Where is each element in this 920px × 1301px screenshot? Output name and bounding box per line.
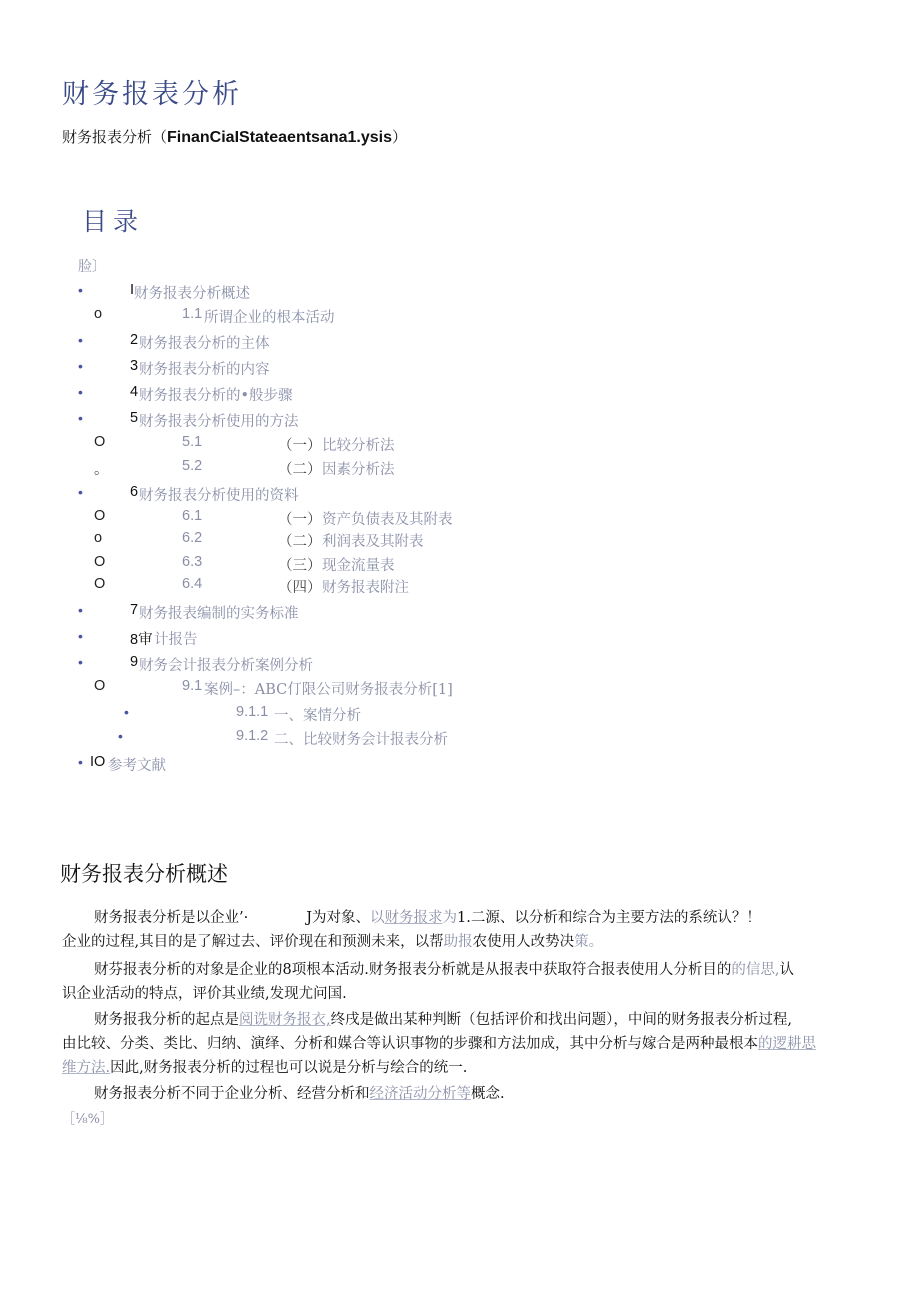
toc-marker: O <box>94 434 106 450</box>
paragraph-4 <box>94 1082 505 1103</box>
toc-marker: • <box>78 484 83 500</box>
toc-marker: • <box>78 602 83 618</box>
toc-link[interactable]: 二、比较财务会计报表分析 <box>274 732 448 748</box>
toc-number: 1.1 <box>182 306 203 322</box>
text-run: 企业的过程,其目的是了解过去、评价现在和预测未来，以帮 <box>62 934 444 950</box>
toc-number: 4 <box>130 384 139 400</box>
paragraph-1-line-1 <box>94 906 761 927</box>
toc-paren: （二） <box>278 534 322 550</box>
toc-number: 9.1.1 <box>236 704 269 720</box>
text-run: J为对象、 <box>306 910 371 926</box>
toc-marker: 。 <box>94 462 109 478</box>
toc-marker: o <box>94 530 103 546</box>
toc-paren: （一） <box>278 438 322 454</box>
link[interactable]: 为 <box>442 910 458 926</box>
toc-link[interactable]: 财务报表分析使用的方法 <box>139 414 299 430</box>
text-run: 财务报表分析是以企业’· <box>94 910 249 926</box>
toc-paren: （一） <box>278 512 322 528</box>
toc-paren: （二） <box>278 462 322 478</box>
text-run: 1.二源、以分析和综合为主要方法的系统认？！ <box>457 910 761 926</box>
link-information[interactable]: 的信思, <box>731 962 780 978</box>
text-run: 终戌是做出某种判断（包括评价和找出问题），中间的财务报表分析过程, <box>330 1012 792 1028</box>
text-run: 因此,财务报表分析的过程也可以说是分析与绘合的统一. <box>110 1060 468 1076</box>
toc-link[interactable]: 财务报表分析使用的资料 <box>139 488 299 504</box>
toc-number: 5.1 <box>182 434 203 450</box>
toc-link[interactable]: 现金流量表 <box>322 558 395 574</box>
toc-paren: （四） <box>278 580 322 596</box>
toc-link[interactable]: 资产负债表及其附表 <box>322 512 453 528</box>
toc-marker: • <box>118 728 123 744</box>
toc-marker: o <box>94 306 103 322</box>
text-run: 财芬报表分析的对象是企业的8项根本活动.财务报表分析就是从报表中获取符合报表使用人分析目的 <box>94 962 732 978</box>
paragraph-2-line-2: 识企业活动的特点，评价其业绩,发现尤问国. <box>62 986 347 1002</box>
toc-number: 6.4 <box>182 576 203 592</box>
toc-marker: O <box>94 576 106 592</box>
toc-number: 6.2 <box>182 530 203 546</box>
toc-marker: • <box>78 282 83 298</box>
toc-number: 8审 <box>130 632 153 648</box>
section-title: 财务报表分析概述 <box>60 862 228 886</box>
paragraph-2-line-1 <box>94 958 794 979</box>
toc-marker: O <box>94 508 106 524</box>
toc-number: 9.1 <box>182 678 203 694</box>
toc-marker: O <box>94 678 106 694</box>
toc-number: 9.1.2 <box>236 728 269 744</box>
edit-link[interactable]: ［⅛%］ <box>62 1112 113 1127</box>
toc-hide-toggle[interactable]: 脸〕 <box>78 259 106 275</box>
text-run: 财务报我分析的起点是 <box>94 1012 239 1028</box>
toc-link[interactable]: 财务报表编制的实务标准 <box>139 606 299 622</box>
document-subtitle <box>62 126 407 147</box>
toc-link[interactable]: 财务报表附注 <box>322 580 409 596</box>
toc-marker: • <box>78 654 83 670</box>
toc-number: 9 <box>130 654 139 670</box>
subtitle-end: ） <box>392 128 408 146</box>
toc-marker: • <box>78 384 83 400</box>
text-run: 认 <box>779 962 794 978</box>
toc-link[interactable]: 财务报表分析的内容 <box>139 362 270 378</box>
text-run: 由比较、分类、类比、归纳、演绎、分析和媒合等认识事物的步骤和方法加成，其中分析与嫁合是两种最根本 <box>62 1036 758 1052</box>
paragraph-3-line-3 <box>62 1056 467 1077</box>
toc-number: 2 <box>130 332 139 348</box>
toc-paren: （三） <box>278 558 322 574</box>
toc-marker: • <box>78 332 83 348</box>
toc-link[interactable]: 计报告 <box>154 632 198 648</box>
toc-link[interactable]: 参考文献 <box>108 758 166 774</box>
paragraph-1-line-2 <box>62 930 603 951</box>
toc-link[interactable]: 财务报表分析的主体 <box>139 336 270 352</box>
toc-number: 5.2 <box>182 458 203 474</box>
link[interactable]: 助报 <box>443 934 473 950</box>
link[interactable]: 策。 <box>574 934 604 950</box>
toc-number: 3 <box>130 358 139 374</box>
toc-number: 5 <box>130 410 139 426</box>
link-economic-activity[interactable]: 经济活动分析等 <box>369 1086 471 1102</box>
toc-marker: • <box>124 704 129 720</box>
toc-link[interactable]: 因素分析法 <box>322 462 395 478</box>
toc-number: 7 <box>130 602 139 618</box>
toc-link[interactable]: 一、案情分析 <box>274 708 361 724</box>
toc-link[interactable]: 财务报表分析的•般步骤 <box>139 388 293 404</box>
toc-marker: • <box>78 410 83 426</box>
link-read-statements[interactable]: 阅诜财务报衣, <box>239 1012 331 1028</box>
document-title: 财务报表分析 <box>62 79 242 110</box>
toc-marker: • <box>78 628 83 644</box>
link-logical-thinking[interactable]: 的逻耕思 <box>758 1036 816 1052</box>
toc-title: 目录 <box>82 207 145 236</box>
toc-number: IO <box>90 754 106 770</box>
toc-number: 6 <box>130 484 139 500</box>
subtitle-en: FinanCiaIStateaentsana1.ysis <box>167 129 392 146</box>
text-run: 概念. <box>471 1086 505 1102</box>
toc-marker: O <box>94 554 106 570</box>
paragraph-3-line-2 <box>62 1032 816 1053</box>
toc-marker: • <box>78 754 83 770</box>
link-thinking-method[interactable]: 维方法. <box>62 1060 111 1076</box>
toc-link[interactable]: 财务会计报表分析案例分析 <box>139 658 313 674</box>
toc-number: 6.1 <box>182 508 203 524</box>
toc-number: 6.3 <box>182 554 203 570</box>
toc-link[interactable]: 利润表及其附表 <box>322 534 424 550</box>
toc-link[interactable]: 财务报表分析概述 <box>134 286 250 302</box>
text-run: 农使用人改势决 <box>472 934 575 950</box>
toc-link[interactable]: 比较分析法 <box>322 438 395 454</box>
text-run: 财务报表分析不同于企业分析、经营分析和 <box>94 1086 370 1102</box>
link[interactable]: 以 <box>370 910 385 926</box>
paragraph-3-line-1 <box>94 1008 792 1029</box>
toc-marker: • <box>78 358 83 374</box>
subtitle-cn: 财务报表分析（ <box>62 128 168 146</box>
toc-link[interactable]: 案例–：ABC仃限公司财务报表分析[1] <box>204 682 453 698</box>
link-financial-statement[interactable]: 财务报求 <box>384 910 443 926</box>
toc-number: I <box>130 282 135 298</box>
toc-link[interactable]: 所谓企业的根本活动 <box>204 310 335 326</box>
